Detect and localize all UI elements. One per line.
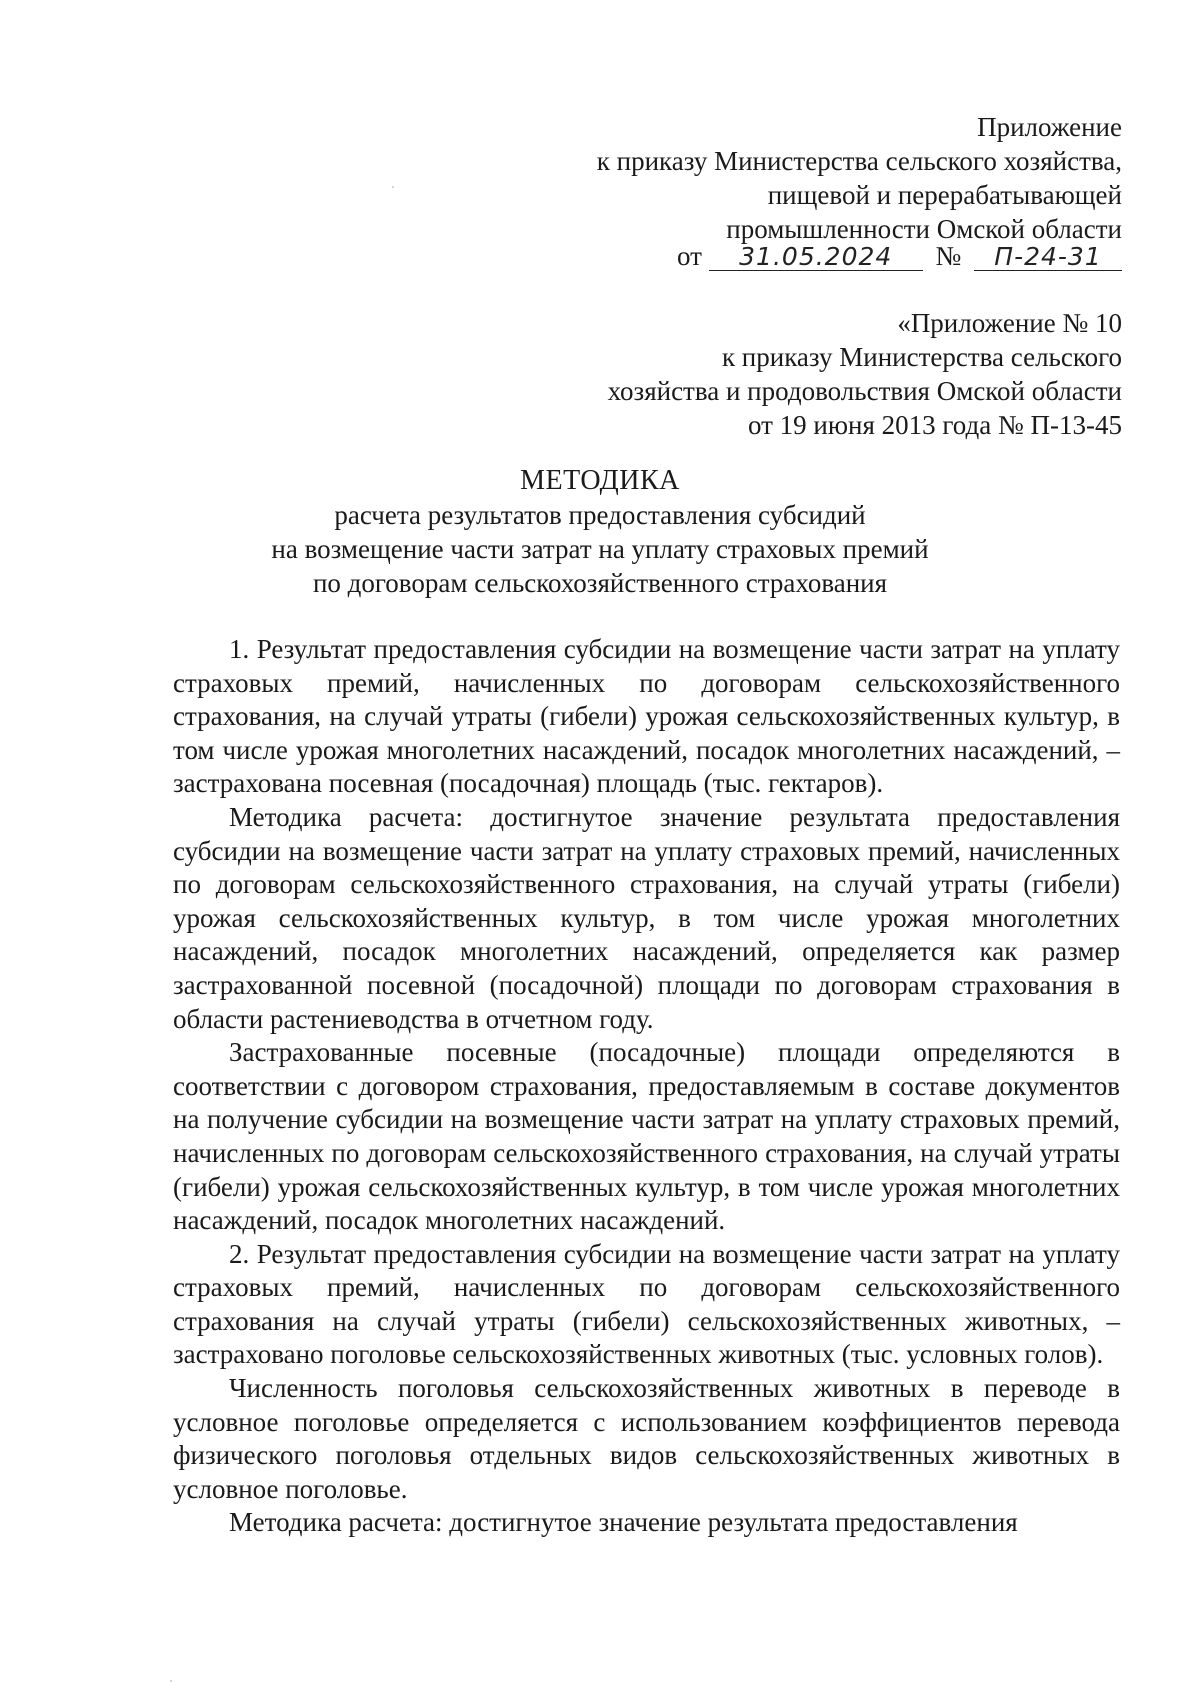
approval-line: Приложение	[977, 112, 1122, 142]
annex-line: от 19 июня 2013 года № П-13-45	[747, 410, 1122, 440]
scan-speck	[392, 186, 394, 188]
order-date-number	[677, 239, 1122, 273]
handwritten-date: 31.05.2024	[709, 244, 923, 271]
title-line: на возмещение части затрат на уплату страховых премий	[271, 534, 929, 564]
paragraph: Методика расчета: достигнутое значение результата предоставления субсидии на возмещение части затрат на уплату страховых премий, начисленных по договорам сельскохозяйственного страхования, на случай утраты (гибели) урожая сельскохозяйственных культур, в том числе урожая многолетних насаждений, посадок многолетних насаждений, определяется как размер застрахованной посевной (посадочной) площади по договорам страхования в области растениеводства в отчетном году.	[173, 801, 1120, 1034]
date-prefix: от	[677, 241, 702, 271]
handwritten-number: П-24-31	[974, 244, 1122, 271]
paragraph: 2. Результат предоставления субсидии на возмещение части затрат на уплату страховых премий, начисленных по договорам сельскохозяйственного страхования на случай утраты (гибели) сельскохозяйственных животных, – застраховано поголовье сельскохозяйственных животных (тыс. условных голов).	[173, 1238, 1120, 1370]
paragraph: Методика расчета: достигнутое значение результата предоставления	[229, 1507, 1018, 1538]
title-heading: МЕТОДИКА	[520, 465, 680, 496]
approval-line: промышленности Омской области	[726, 214, 1122, 244]
document-title	[0, 464, 1200, 600]
scan-speck	[170, 1680, 172, 1682]
number-sign: №	[935, 241, 962, 271]
approval-header	[597, 110, 1122, 246]
paragraph: 1. Результат предоставления субсидии на возмещение части затрат на уплату страховых премий, начисленных по договорам сельскохозяйственного страхования, на случай утраты (гибели) урожая сельскохозяйственных культур, в том числе урожая многолетних насаждений, посадок многолетних насаждений, – застрахована посевная (посадочная) площадь (тыс. гектаров).	[173, 634, 1120, 799]
title-line: по договорам сельскохозяйственного страхования	[312, 568, 888, 598]
paragraph: Застрахованные посевные (посадочные) площади определяются в соответствии с договором страхования, предоставляемым в составе документов на получение субсидии на возмещение части затрат на уплату страховых премий, начисленных по договорам сельскохозяйственного страхования, на случай утраты (гибели) урожая сельскохозяйственных культур, в том числе урожая многолетних насаждений, посадок многолетних насаждений.	[173, 1037, 1120, 1236]
paragraph: Численность поголовья сельскохозяйственных животных в переводе в условное поголовье определяется с использованием коэффициентов перевода физического поголовья отдельных видов сельскохозяйственных животных в условное поголовье.	[173, 1373, 1120, 1504]
annex-line: «Приложение № 10	[897, 308, 1122, 338]
approval-line: пищевой и перерабатывающей	[767, 180, 1122, 210]
title-line: расчета результатов предоставления субсидий	[334, 500, 866, 530]
approval-line: к приказу Министерства сельского хозяйства,	[596, 146, 1122, 176]
annex-line: к приказу Министерства сельского	[721, 342, 1122, 372]
previous-annex-reference	[608, 306, 1122, 442]
annex-line: хозяйства и продовольствия Омской области	[607, 376, 1122, 406]
document-body	[173, 633, 1120, 1540]
